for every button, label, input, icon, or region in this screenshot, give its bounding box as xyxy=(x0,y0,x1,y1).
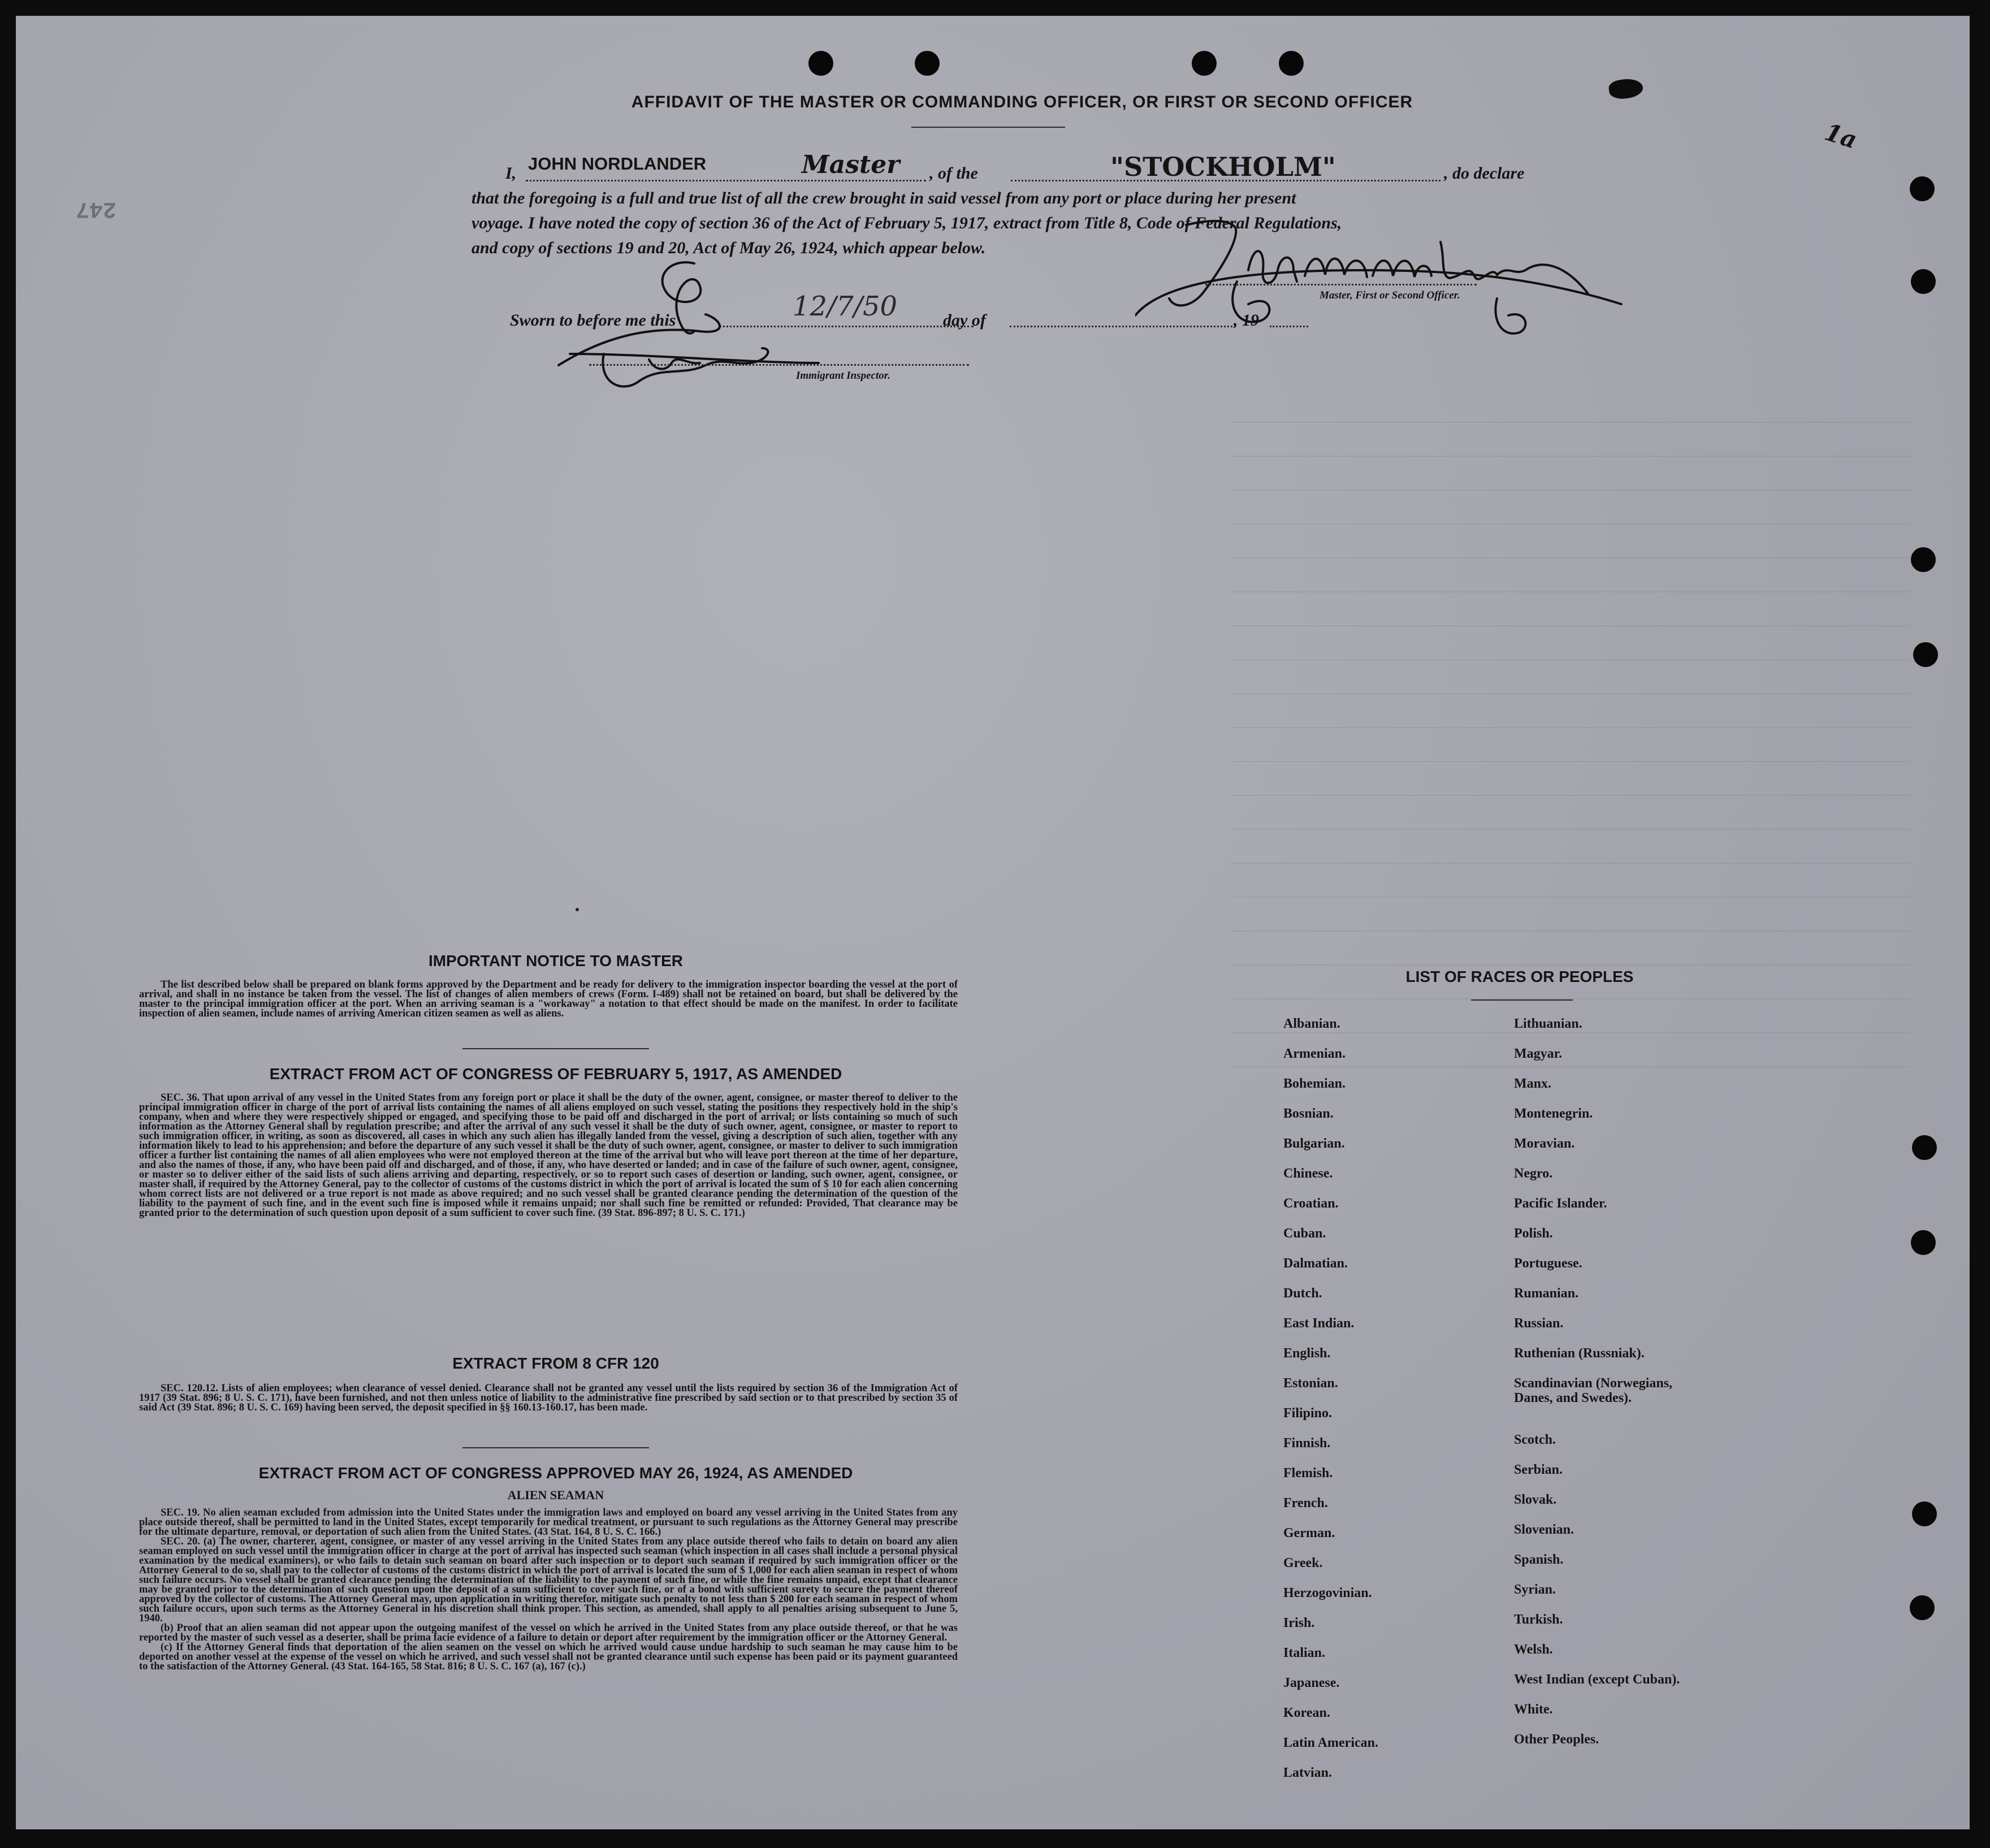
race-item: Spanish. xyxy=(1514,1552,1564,1567)
punch-hole xyxy=(1192,51,1217,76)
race-item: Welsh. xyxy=(1514,1642,1553,1657)
race-item: Russian. xyxy=(1514,1316,1564,1331)
race-item: Herzogovinian. xyxy=(1283,1586,1372,1600)
inspector-signature xyxy=(536,252,830,410)
cfr-divider xyxy=(462,1447,649,1448)
race-item: Scotch. xyxy=(1514,1432,1556,1447)
race-item: Turkish. xyxy=(1514,1612,1563,1627)
race-item: Manx. xyxy=(1514,1076,1551,1091)
races-title: LIST OF RACES OR PEOPLES xyxy=(1405,968,1634,985)
extract-cfr-paragraph: SEC. 120.12. Lists of alien employees; when clearance of vessel denied. Clearance shall not be granted any vessel until the lists required by section 36 of the Immigration Act of 1917 (39 Stat. 896; 8 U. S. C. 171), have been furnished, and not then unless notice of liability to the administrative fine prescribed by said section or to that prescribed by section 35 of said Act (39 Stat. 896; 8 U. S. C. 169) having been served, the deposit specified in §§ 160.13-160.17, has been made. xyxy=(139,1383,958,1413)
race-item: English. xyxy=(1283,1346,1331,1361)
extract-1917-title: EXTRACT FROM ACT OF CONGRESS OF FEBRUARY 5, 1917, AS AMENDED xyxy=(269,1065,842,1083)
punch-hole xyxy=(1910,1595,1935,1620)
race-item: Serbian. xyxy=(1514,1462,1563,1477)
race-item: Ruthenian (Russniak). xyxy=(1514,1346,1645,1361)
notice-divider xyxy=(462,1048,649,1049)
document-page xyxy=(16,16,1970,1829)
race-item: Scandinavian (Norwegians, Danes, and Swedes). xyxy=(1514,1376,1673,1405)
punch-hole xyxy=(1911,1230,1936,1255)
race-item: Flemish. xyxy=(1283,1466,1333,1481)
corner-mark: 1a xyxy=(1821,118,1861,154)
stamp-number: 247 xyxy=(76,196,117,221)
race-item: Lithuanian. xyxy=(1514,1016,1582,1031)
race-item: Bosnian. xyxy=(1283,1106,1334,1121)
punch-hole xyxy=(1911,547,1936,572)
extract-1924-text xyxy=(139,1508,958,1672)
races-divider xyxy=(1471,999,1573,1001)
race-item: Croatian. xyxy=(1283,1196,1339,1211)
day-of-label: day of xyxy=(943,311,986,330)
race-item: Armenian. xyxy=(1283,1046,1346,1061)
vessel-name: "STOCKHOLM" xyxy=(1110,152,1336,182)
race-item: Filipino. xyxy=(1283,1406,1333,1421)
punch-hole xyxy=(1279,51,1304,76)
race-item: Other Peoples. xyxy=(1514,1732,1599,1747)
punch-hole xyxy=(1910,176,1935,201)
race-item: Irish. xyxy=(1283,1616,1315,1630)
race-item: Albanian. xyxy=(1283,1016,1340,1031)
sworn-label: Sworn to before me this xyxy=(510,311,676,330)
race-item: Dalmatian. xyxy=(1283,1256,1348,1271)
punch-hole xyxy=(1913,642,1938,667)
race-item: Magyar. xyxy=(1514,1046,1563,1061)
officer-caption: Master, First or Second Officer. xyxy=(1320,289,1460,301)
race-item: White. xyxy=(1514,1702,1553,1717)
affidavit-title: AFFIDAVIT OF THE MASTER OR COMMANDING OFFICER, OR FIRST OR SECOND OFFICER xyxy=(631,93,1413,111)
race-item: Syrian. xyxy=(1514,1582,1556,1597)
race-item: Pacific Islander. xyxy=(1514,1196,1607,1211)
race-item: Finnish. xyxy=(1283,1436,1331,1451)
race-item: Negro. xyxy=(1514,1166,1553,1181)
races-left-column xyxy=(1283,1016,1498,1795)
race-item: German. xyxy=(1283,1526,1335,1540)
affidavit-line-4: and copy of sections 19 and 20, Act of May 26, 1924, which appear below. xyxy=(471,239,986,257)
extract-1924-title: EXTRACT FROM ACT OF CONGRESS APPROVED MAY 26, 1924, AS AMENDED xyxy=(258,1464,853,1482)
race-item: East Indian. xyxy=(1283,1316,1355,1331)
race-item: Polish. xyxy=(1514,1226,1553,1241)
race-item: Japanese. xyxy=(1283,1676,1340,1690)
affidavit-line-3: voyage. I have noted the copy of section 36 of the Act of February 5, 1917, extract from Title 8, Code of Federal Regulations, xyxy=(471,214,1342,232)
race-item: Moravian. xyxy=(1514,1136,1575,1151)
notice-text xyxy=(139,980,958,1019)
race-item: French. xyxy=(1283,1496,1328,1511)
inspector-signature-line xyxy=(589,364,969,366)
extract-cfr-title: EXTRACT FROM 8 CFR 120 xyxy=(452,1354,659,1372)
master-name: JOHN NORDLANDER xyxy=(528,154,707,174)
race-item: Dutch. xyxy=(1283,1286,1322,1301)
sec-20b-paragraph: (b) Proof that an alien seaman did not appear upon the outgoing manifest of the vessel on which he arrived in the United States from any place outside thereof, or that he was reported by the master of such vessel as a deserter, shall be prima facie evidence of a failure to detain or deport after requirement by the immigration officer or the Attorney General. xyxy=(139,1622,958,1643)
name-line xyxy=(526,180,926,181)
sec-20c-paragraph: (c) If the Attorney General finds that deportation of the alien seamen on the vessel on which he arrived would cause undue hardship to such seaman he may cause him to be deported on another vessel at the expense of the vessel on which he arrived, and such vessel shall not be granted clearance until such expense has been paid or its payment guaranteed to the satisfaction of the Attorney General. (43 Stat. 164-165, 58 Stat. 816; 8 U. S. C. 167 (a), 167 (c).) xyxy=(139,1642,958,1672)
notice-title: IMPORTANT NOTICE TO MASTER xyxy=(428,952,683,970)
extract-1917-text xyxy=(139,1093,958,1218)
race-item: Montenegrin. xyxy=(1514,1106,1593,1121)
vessel-line xyxy=(1011,180,1440,181)
race-item: Greek. xyxy=(1283,1556,1323,1570)
sworn-date: 12/7/50 xyxy=(793,291,898,322)
affidavit-line-2: that the foregoing is a full and true list of all the crew brought in said vessel from any port or place during her present xyxy=(471,189,1296,207)
title-divider xyxy=(911,127,1065,128)
race-item: Chinese. xyxy=(1283,1166,1333,1181)
year-label: , 19 xyxy=(1234,311,1259,330)
race-item: Italian. xyxy=(1283,1646,1326,1660)
punch-hole xyxy=(1912,1135,1937,1160)
extract-cfr-text xyxy=(139,1384,958,1413)
punch-hole xyxy=(1912,1501,1937,1526)
bleed-through xyxy=(1231,389,1910,1067)
punch-hole xyxy=(1911,269,1936,294)
race-item: Slovenian. xyxy=(1514,1522,1574,1537)
races-right-column xyxy=(1514,1016,1751,1762)
inspector-caption: Immigrant Inspector. xyxy=(796,370,890,382)
race-item: Bohemian. xyxy=(1283,1076,1346,1091)
race-item: Cuban. xyxy=(1283,1226,1326,1241)
do-declare-label: , do declare xyxy=(1444,164,1525,183)
race-item: Rumanian. xyxy=(1514,1286,1579,1301)
officer-signature-line xyxy=(1205,284,1477,285)
race-item: Latin American. xyxy=(1283,1736,1378,1750)
race-item: Portuguese. xyxy=(1514,1256,1582,1271)
race-item: West Indian (except Cuban). xyxy=(1514,1672,1680,1687)
race-item: Latvian. xyxy=(1283,1765,1333,1780)
sec-19-paragraph: SEC. 19. No alien seaman excluded from admission into the United States under the immigration laws and employed on board any vessel arriving in the United States from any place outside thereof, shall be permitted to land in the United States, except temporarily for medical treatment, or pursuant to such regulations as the Attorney General may prescribe for the ultimate departure, removal, or deportation of such alien from the United States. (43 Stat. 164, 8 U. S. C. 166.) xyxy=(139,1507,958,1538)
notice-paragraph: The list described below shall be prepared on blank forms approved by the Department and be ready for delivery to the immigration inspector boarding the vessel at the port of arrival, and shall in no instance be taken from the vessel. The list of changes of alien members of crews (Form. I-489) shall not be retained on board, but shall be delivered by the master to the principal immigration officer at the port. When an arriving seaman is a "workaway" a notation to that effect should be made on the manifest. In order to facilitate inspection of alien seamen, include names of arriving American citizen seamen as well as aliens. xyxy=(139,979,958,1019)
race-item: Korean. xyxy=(1283,1706,1330,1720)
master-signature xyxy=(1135,208,1644,349)
race-item: Bulgarian. xyxy=(1283,1136,1345,1151)
punch-hole xyxy=(808,51,833,76)
sec-20a-paragraph: SEC. 20. (a) The owner, charterer, agent, consignee, or master of any vessel arriving in the United States from any place outside thereof who fails to detain on board any alien seaman employed on such vessel until the immigration officer in charge at the port of arrival has inspected such seaman (which inspection in all cases shall include a personal physical examination by the medical examiners), or who fails to detain such seaman on board after such inspection or to deport such seaman if required by such immigration officer or the Attorney General to do so, shall pay to the collector of customs of the customs district in which the port of arrival is located the sum of $ 1,000 for each alien seaman in respect of whom such failure occurs. No vessel shall be granted clearance pending the determination of the liability to the payment of such fine, or while the fine remains unpaid, except that clearance may be granted prior to the determination of such question upon the deposit of a sum sufficient to cover such fine, or of a bond with sufficient surety to secure the payment thereof approved by the collector of customs. The Attorney General may, upon application in writing therefor, mitigate such penalty to not less than $ 200 for each seaman in respect of whom such failure occurs, upon such terms as the Attorney General in his discretion shall think proper. This section, as amended, shall apply to all penalties arising subsequent to June 5, 1940. xyxy=(139,1536,958,1624)
punch-hole xyxy=(915,51,940,76)
race-item: Estonian. xyxy=(1283,1376,1338,1391)
speck xyxy=(576,908,579,911)
extract-1924-subtitle: ALIEN SEAMAN xyxy=(507,1488,604,1502)
affidavit-i-label: I, xyxy=(505,164,517,183)
master-rank: Master xyxy=(802,150,900,179)
extract-1917-paragraph: SEC. 36. That upon arrival of any vessel in the United States from any foreign port or place it shall be the duty of the owner, agent, consignee, or master thereof to deliver to the principal immigration officer in charge of the port of arrival lists containing the names of all aliens employed on such vessel, stating the positions they respectively hold in the ship's company, when and where they were respectively shipped or engaged, and specifying those to be paid off and discharged in the port of arrival; or lists containing so much of such information as the Attorney General shall by regulation prescribe; and after the arrival of any such vessel it shall be the duty of such owner, agent, consignee, or master to report to such immigration officer, in writing, as soon as discovered, all cases in which any such alien has illegally landed from the vessel, giving a description of such alien, together with any information likely to lead to his apprehension; and before the departure of any such vessel it shall be the duty of such owner, agent, consignee, or master to deliver to such immigration officer a further list containing the names of all alien employees who were not employed thereon at the time of the arrival but who will leave port thereon at the time of her departure, and also the names of those, if any, who have been paid off and discharged, and of those, if any, who have deserted or landed; and in case of the failure of such owner, agent, consignee, or master so to deliver either of the said lists of such aliens arriving and departing, respectively, or so to report such cases of desertion or landing, such owner, agent, consignee, or master shall, if required by the Attorney General, pay to the collector of customs of the customs district in which the port of arrival is located the sum of $ 10 for each alien concerning whom correct lists are not delivered or a true report is not made as above required; and no such vessel shall be granted clearance pending the determination of the question of the liability to the payment of such fine, and in the event such fine is imposed while it remains unpaid; nor shall such fine be remitted or refunded: Provided, That clearance may be granted prior to the determination of such question upon deposit of a sum sufficient to cover such fine. (39 Stat. 896-897; 8 U. S. C. 171.) xyxy=(139,1092,958,1219)
race-item: Slovak. xyxy=(1514,1492,1557,1507)
of-the-label: , of the xyxy=(929,164,978,183)
